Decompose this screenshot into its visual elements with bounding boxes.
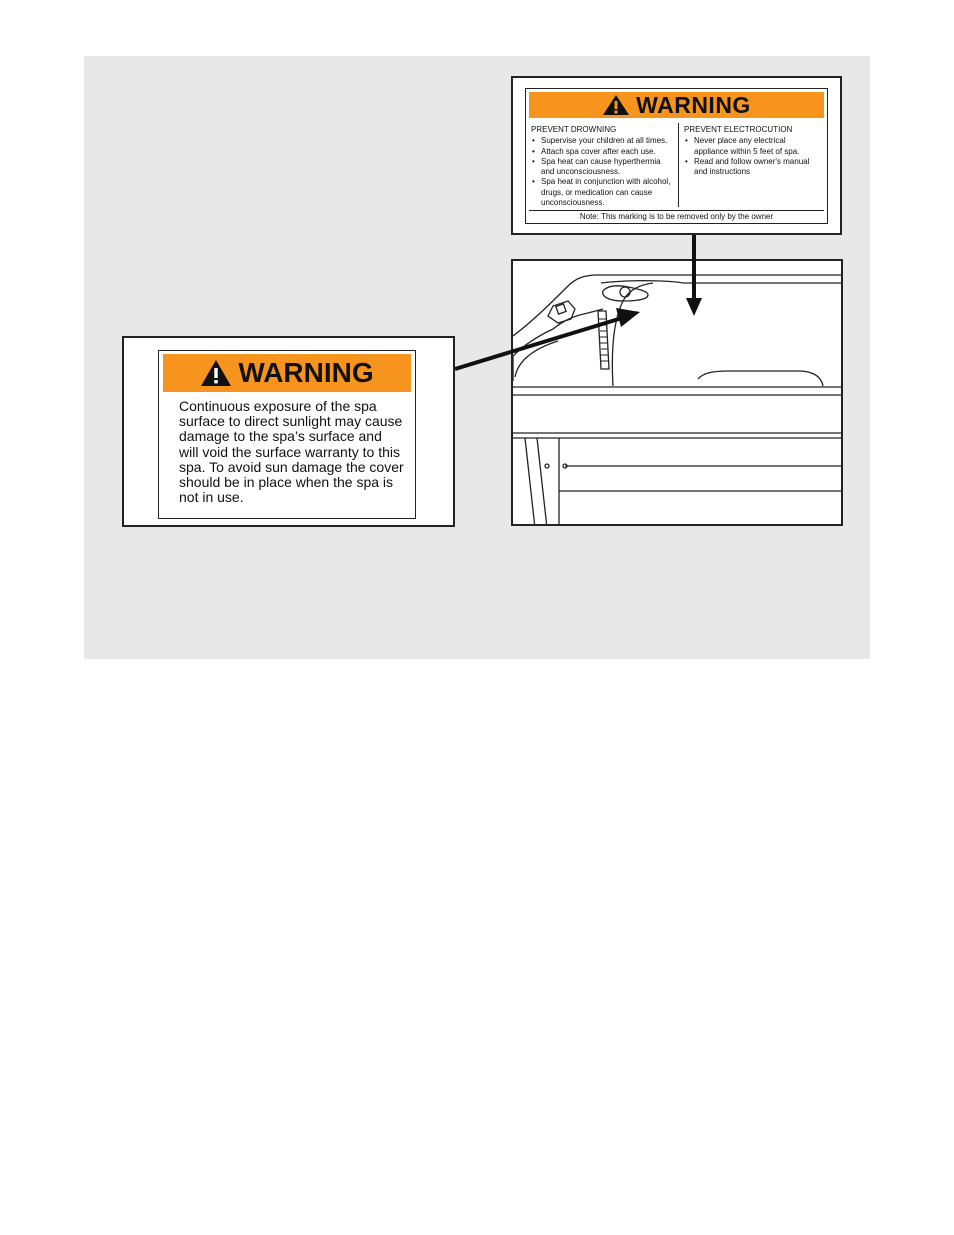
list-item: • Spa heat in conjunction with alcohol, drugs, or medication can cause unconsciousness. [531, 177, 675, 208]
sunlight-warning-text: Continuous exposure of the spa surface to direct sunlight may cause damage to the spa’s surface and will void the surface warranty to this spa. To avoid sun damage the cover should be in place when the spa is not in use. [179, 398, 404, 506]
list-item: • Supervise your children at all times. [531, 136, 675, 146]
arrow-pointer-icon [455, 308, 640, 369]
drowning-heading: PREVENT DROWNING [531, 125, 617, 134]
list-item: • Never place any electrical appliance within 5 feet of spa. [684, 136, 821, 157]
arrow-down-icon [686, 235, 702, 316]
list-item: • Spa heat can cause hyperthermia and unconsciousness. [531, 157, 675, 178]
warning-banner-text: WARNING [636, 91, 751, 118]
removal-note: Note: This marking is to be removed only by the owner [529, 210, 824, 221]
warning-banner-text: WARNING [238, 357, 374, 388]
list-item: • Attach spa cover after each use. [531, 147, 675, 157]
electrocution-heading: PREVENT ELECTROCUTION [684, 125, 793, 134]
list-item: • Read and follow owner's manual and instructions [684, 157, 821, 178]
